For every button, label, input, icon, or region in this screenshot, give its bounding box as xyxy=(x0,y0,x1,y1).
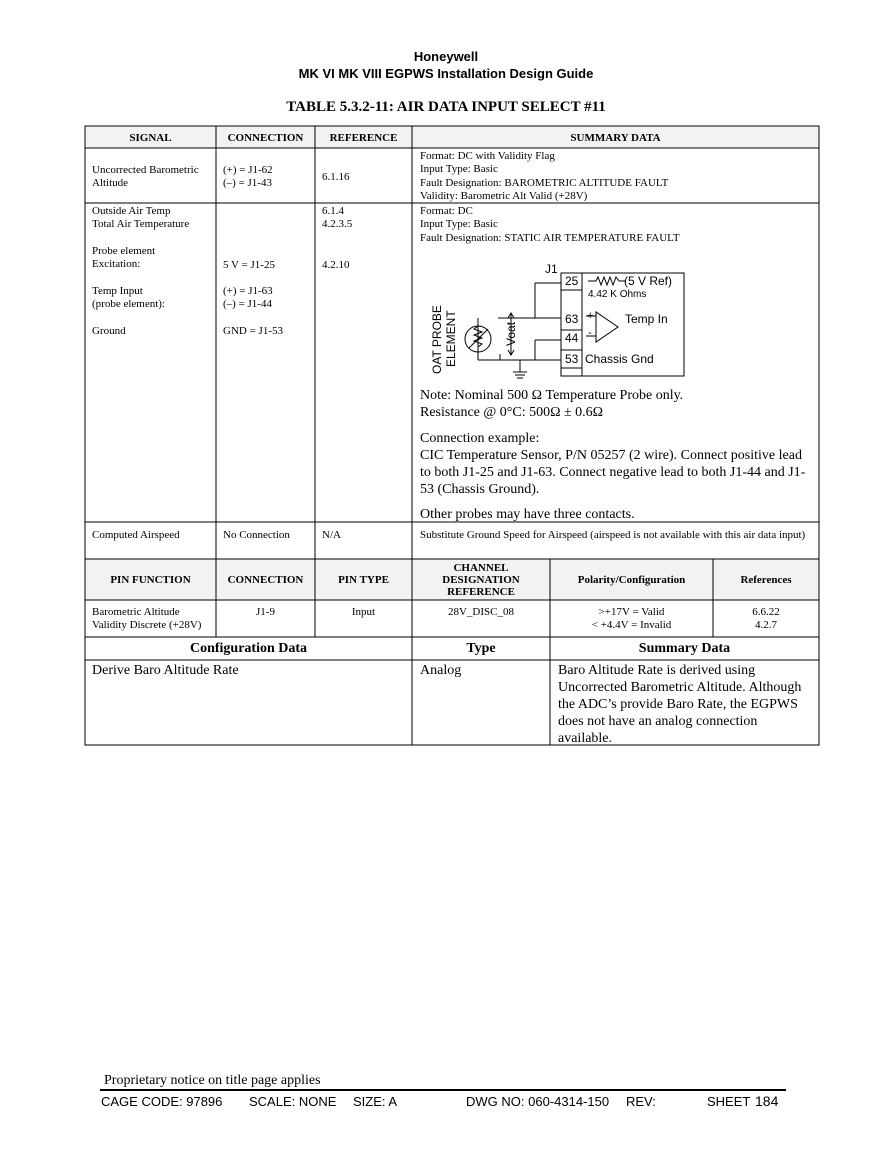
cage-code: CAGE CODE: 97896 xyxy=(101,1094,223,1109)
table-title: TABLE 5.3.2-11: AIR DATA INPUT SELECT #11 xyxy=(286,99,606,115)
config-data-value: Derive Baro Altitude Rate xyxy=(92,663,239,678)
sheet-number: 184 xyxy=(755,1093,779,1109)
probe-label-line1: OAT PROBE xyxy=(430,305,444,374)
pin-53-label: 53 xyxy=(565,352,579,366)
row2-signal-excitation: Probe element Excitation: xyxy=(92,245,156,271)
header-pin-connection: CONNECTION xyxy=(227,574,304,586)
row2-summary: Format: DC Input Type: Basic Fault Designation: STATIC AIR TEMPERATURE FAULT xyxy=(420,205,680,244)
header-pin-function: PIN FUNCTION xyxy=(110,574,191,586)
sheet-label: SHEET xyxy=(707,1094,751,1109)
pin-function-value: Barometric Altitude Validity Discrete (+28V) xyxy=(92,606,202,632)
row1-signal: Uncorrected Barometric Altitude xyxy=(92,164,199,190)
pin-type-value: Input xyxy=(351,606,376,618)
revision: REV: xyxy=(626,1094,656,1109)
pin-connection-value: J1-9 xyxy=(256,606,275,618)
scale: SCALE: NONE xyxy=(249,1094,337,1109)
header-summary-data: SUMMARY DATA xyxy=(570,132,661,144)
header-reference: REFERENCE xyxy=(329,132,398,144)
row2-probe-note: Note: Nominal 500 Ω Temperature Probe only. Resistance @ 0°C: 500Ω ± 0.6Ω xyxy=(420,388,684,420)
row2-signal-ground: Ground xyxy=(92,325,126,337)
row3-signal: Computed Airspeed xyxy=(92,529,180,541)
row2-ref-oat: 6.1.4 4.2.3.5 xyxy=(322,205,353,231)
header-connection: CONNECTION xyxy=(227,132,304,144)
header-pin-type: PIN TYPE xyxy=(338,574,389,586)
polarity-value: >+17V = Valid < +4.4V = Invalid xyxy=(591,606,672,632)
header-references: References xyxy=(740,574,792,586)
row2-other-probes-note: Other probes may have three contacts. xyxy=(420,507,635,522)
row1-connection: (+) = J1-62 (–) = J1-43 xyxy=(223,164,273,190)
opamp-minus-sign: - xyxy=(588,327,592,339)
pin-25-label: 25 xyxy=(565,274,579,288)
header-type: Type xyxy=(466,641,496,656)
pin-63-label: 63 xyxy=(565,312,579,326)
config-type-value: Analog xyxy=(420,663,462,678)
pin-44-label: 44 xyxy=(565,331,579,345)
temp-in-label: Temp In xyxy=(625,312,668,326)
company-name: Honeywell xyxy=(413,49,479,64)
row2-conn-temp-input: (+) = J1-63 (–) = J1-44 xyxy=(223,285,273,311)
row2-signal-temp-input: Temp Input (probe element): xyxy=(92,285,165,311)
opamp-plus-sign: + xyxy=(587,310,594,322)
row2-connection-example: Connection example: CIC Temperature Sensor, P/N 05257 (2 wire). Connect positive lead to both J1-25 and J1-63. Connect negative lead to both J1-44 and J1-53 (Chassis Ground). xyxy=(420,431,806,497)
header-polarity: Polarity/Configuration xyxy=(577,574,686,586)
voat-label: Voat xyxy=(504,321,518,346)
row3-reference: N/A xyxy=(322,529,341,541)
header-channel-designation: CHANNEL DESIGNATION REFERENCE xyxy=(442,562,520,598)
row2-conn-excitation: 5 V = J1-25 xyxy=(223,259,275,271)
header-signal: SIGNAL xyxy=(129,132,172,144)
config-summary-value: Baro Altitude Rate is derived using Uncorrected Barometric Altitude. Although the ADC’s provide Baro Rate, the EGPWS does not have an analog connection available. xyxy=(558,663,802,746)
size: SIZE: A xyxy=(353,1094,398,1109)
chassis-gnd-label: Chassis Gnd xyxy=(585,352,654,366)
drawing-number: DWG NO: 060-4314-150 xyxy=(466,1094,610,1109)
references-value: 6.6.22 4.2.7 xyxy=(752,606,780,632)
probe-label-line2: ELEMENT xyxy=(444,310,458,367)
channel-designation-value: 28V_DISC_08 xyxy=(447,606,514,618)
header-configuration-data: Configuration Data xyxy=(189,641,308,656)
row1-reference: 6.1.16 xyxy=(322,171,350,183)
resistor-value-label: 4.42 K Ohms xyxy=(588,289,647,300)
ref-voltage-label: (5 V Ref) xyxy=(624,274,673,288)
row2-conn-ground: GND = J1-53 xyxy=(223,325,283,337)
proprietary-notice: Proprietary notice on title page applies xyxy=(104,1073,321,1088)
row2-ref-excitation: 4.2.10 xyxy=(322,259,350,271)
row2-signal-oat: Outside Air Temp Total Air Temperature xyxy=(92,205,190,231)
header-config-summary: Summary Data xyxy=(638,641,731,656)
row1-summary: Format: DC with Validity Flag Input Type: Basic Fault Designation: BAROMETRIC ALTITUDE FAULT Validity: Barometric Alt Valid (+28V) xyxy=(420,150,669,203)
document-title: MK VI MK VIII EGPWS Installation Design Guide xyxy=(298,66,594,81)
connector-label: J1 xyxy=(545,262,558,276)
row3-summary: Substitute Ground Speed for Airspeed (airspeed is not available with this air data input) xyxy=(420,529,806,541)
row3-connection: No Connection xyxy=(223,529,290,541)
